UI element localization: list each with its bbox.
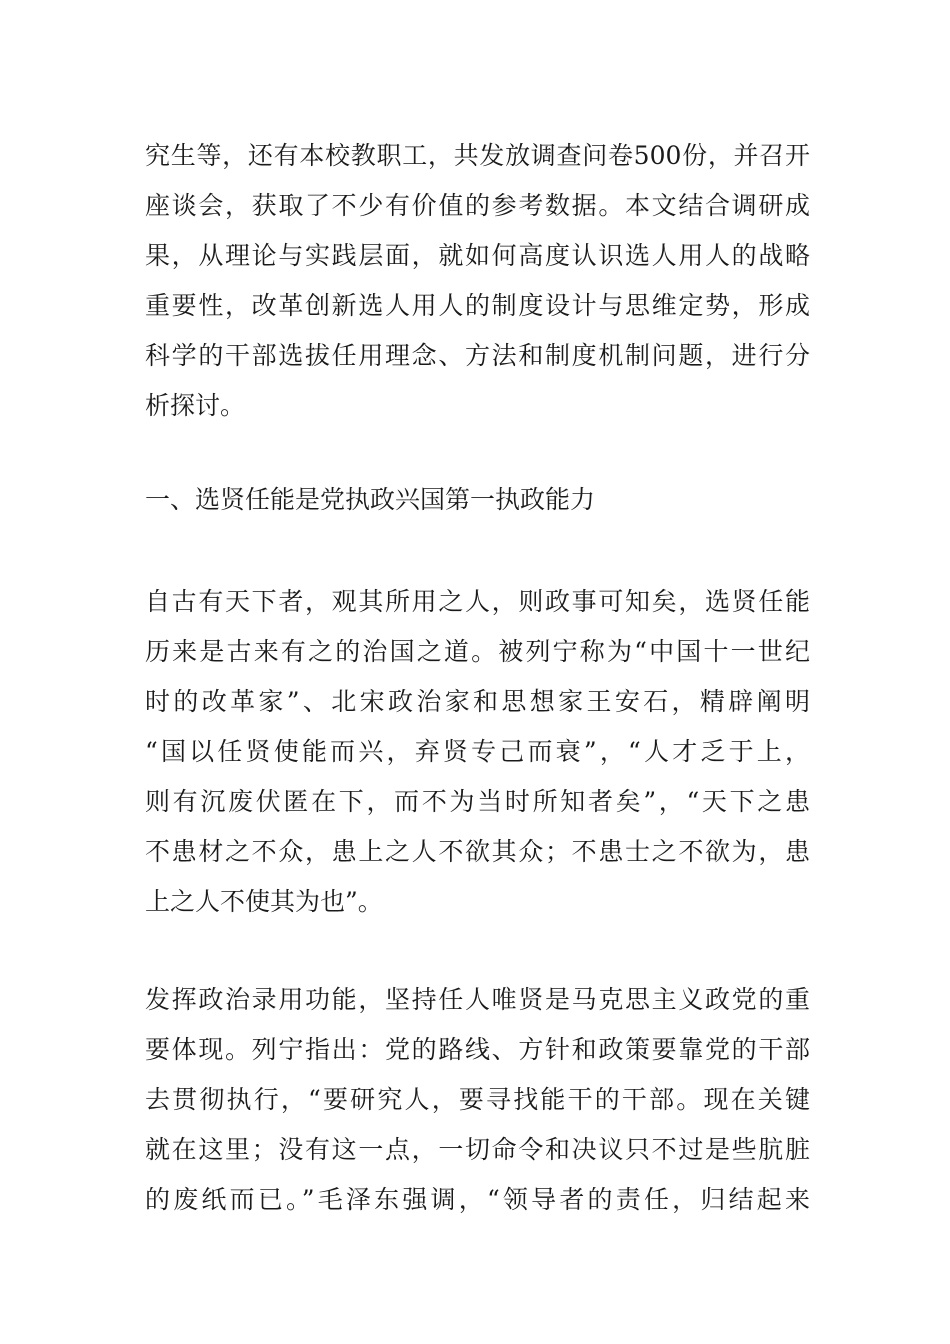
paragraph-line: 要体现。列宁指出：党的路线、方针和政策要靠党的干部 [145,1035,810,1064]
paragraph-line: 座谈会，获取了不少有价值的参考数据。本文结合调研成 [145,191,810,220]
paragraph-line: 重要性，改革创新选人用人的制度设计与思维定势，形成 [145,291,810,320]
paragraph-line: 不患材之不众，患上之人不欲其众；不患士之不欲为，患 [145,837,810,866]
paragraph-line: 究生等，还有本校教职工，共发放调查问卷500份，并召开 [145,141,810,170]
paragraph-3 [145,975,810,1225]
paragraph-line: 的废纸而已。”毛泽东强调，“领导者的责任，归结起来 [145,1185,810,1214]
paragraph-line: 历来是古来有之的治国之道。被列宁称为“中国十一世纪 [145,637,810,666]
paragraph-line: 科学的干部选拔任用理念、方法和制度机制问题，进行分 [145,341,810,370]
paragraph-line: 则有沉废伏匿在下，而不为当时所知者矣”，“天下之患 [145,787,810,816]
paragraph-line: 去贯彻执行，“要研究人，要寻找能干的干部。现在关键 [145,1085,810,1114]
paragraph-line: 果，从理论与实践层面，就如何高度认识选人用人的战略 [145,241,810,270]
paragraph-line: 自古有天下者，观其所用之人，则政事可知矣，选贤任能 [145,587,810,616]
paragraph-1 [145,131,810,431]
paragraph-line: 时的改革家”、北宋政治家和思想家王安石，精辟阐明 [145,687,810,716]
section-heading [145,475,810,525]
paragraph-line: 析探讨。 [145,391,246,420]
section-heading-text: 一、选贤任能是党执政兴国第一执政能力 [145,485,596,514]
paragraph-line: “国以任贤使能而兴，弃贤专己而衰”，“人才乏于上， [145,737,810,766]
paragraph-line: 就在这里；没有这一点，一切命令和决议只不过是些肮脏 [145,1135,810,1164]
paragraph-line: 发挥政治录用功能，坚持任人唯贤是马克思主义政党的重 [145,985,810,1014]
paragraph-2 [145,577,810,927]
paragraph-line: 上之人不使其为也”。 [145,887,383,916]
